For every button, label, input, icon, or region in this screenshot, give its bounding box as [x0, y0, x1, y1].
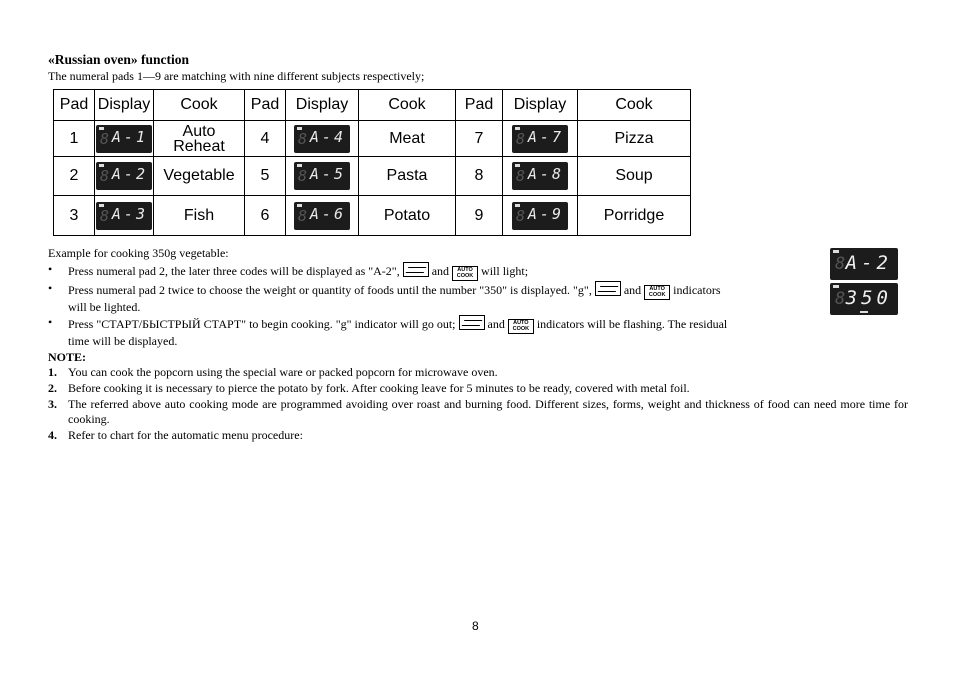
display-cell	[503, 157, 578, 196]
note-item	[48, 381, 908, 397]
note-text: Refer to chart for the automatic menu procedure:	[68, 427, 303, 442]
cook-cell: Pizza	[578, 121, 691, 157]
display-cell	[503, 196, 578, 236]
cook-cell: Pasta	[359, 157, 456, 196]
cook-cell	[154, 121, 245, 157]
table-row	[54, 196, 691, 236]
lcd-display: 8 A-5	[294, 162, 350, 190]
header-display: Display	[286, 90, 359, 121]
bullet-text: Press numeral pad 2, the later three codes will be displayed as "A-2",	[68, 263, 400, 278]
cook-cell: Vegetable	[154, 157, 245, 196]
note-number: 1.	[48, 365, 57, 380]
pad-cell: 6	[245, 196, 286, 236]
section-title: «Russian oven» function	[48, 52, 190, 67]
auto-cook-icon: AUTO COOK	[644, 285, 670, 300]
bullet-text: and	[431, 263, 450, 278]
bullet-text: and	[487, 317, 505, 332]
lcd-display: 8 A-3	[96, 202, 152, 230]
note-heading: NOTE:	[48, 349, 87, 364]
bullet-text: Press numeral pad 2 twice to choose the weight or quantity of foods until the number "350" is displayed. "g",	[68, 282, 592, 297]
example-heading: Example for cooking 350g vegetable:	[48, 246, 229, 260]
note-number: 4.	[48, 427, 57, 442]
pad-cell: 5	[245, 157, 286, 196]
bullet-text: indicators will be flashing. The residual	[536, 317, 728, 332]
bullet-text: time will be displayed.	[68, 334, 178, 349]
note-number: 3.	[48, 396, 57, 411]
note-text: Before cooking it is necessary to pierce the potato by fork. After cooking leave for 5 minutes to be ready, covered with metal foil.	[68, 380, 690, 395]
header-cook: Cook	[154, 90, 245, 121]
header-pad: Pad	[54, 90, 95, 121]
microwave-icon	[459, 315, 485, 330]
pad-cell: 9	[456, 196, 503, 236]
lcd-display: 8 A-6	[294, 202, 350, 230]
display-cell	[286, 121, 359, 157]
auto-cook-icon: AUTO COOK	[508, 319, 534, 334]
auto-cook-icon: AUTO COOK	[452, 266, 478, 281]
lcd-display: 8 A-8	[512, 162, 568, 190]
header-display: Display	[95, 90, 154, 121]
lcd-display: 8 A-7	[512, 125, 568, 153]
bullet-item	[48, 281, 908, 316]
note-number: 2.	[48, 380, 57, 395]
bullet-icon: •	[48, 261, 53, 276]
lcd-display: 8 A-1	[96, 125, 152, 153]
bullet-item	[48, 262, 908, 281]
header-display: Display	[503, 90, 578, 121]
header-cook: Cook	[578, 90, 691, 121]
header-cook: Cook	[359, 90, 456, 121]
pad-cell: 7	[456, 121, 503, 157]
bullet-text: indicators	[673, 282, 721, 297]
pad-cell: 8	[456, 157, 503, 196]
display-cell	[286, 157, 359, 196]
note-item	[48, 397, 908, 428]
microwave-icon	[403, 262, 429, 277]
pad-cell: 1	[54, 121, 95, 157]
intro-text: The numeral pads 1—9 are matching with nine different subjects respectively;	[48, 69, 425, 83]
bullet-text: and	[623, 282, 642, 297]
pad-cell: 4	[245, 121, 286, 157]
bullet-item	[48, 315, 908, 350]
note-item	[48, 365, 908, 381]
cook-cell: Meat	[359, 121, 456, 157]
lcd-display: 8 A-4	[294, 125, 350, 153]
cook-cell: Fish	[154, 196, 245, 236]
pad-table	[53, 89, 691, 236]
display-cell	[95, 121, 154, 157]
lcd-display: 8 A-2	[96, 162, 152, 190]
table-row	[54, 121, 691, 157]
cook-label-line1: Auto	[182, 122, 216, 140]
note-text: You can cook the popcorn using the special ware or packed popcorn for microwave oven.	[68, 365, 498, 380]
page-number: 8	[472, 619, 479, 633]
cook-cell: Potato	[359, 196, 456, 236]
example-display-350: 8 350	[830, 283, 898, 315]
pad-cell: 2	[54, 157, 95, 196]
display-cell	[95, 157, 154, 196]
bullet-icon: •	[48, 315, 53, 330]
pad-cell: 3	[54, 196, 95, 236]
cook-label-line2: Reheat	[173, 137, 225, 155]
lcd-display: 8 A-9	[512, 202, 568, 230]
header-pad: Pad	[456, 90, 503, 121]
example-display-a2: 8 A-2	[830, 248, 898, 280]
bullet-text: will be lighted.	[68, 299, 141, 314]
table-header-row	[54, 90, 691, 121]
microwave-icon	[595, 281, 621, 296]
instructions-body	[48, 246, 908, 443]
note-item	[48, 428, 908, 444]
note-text: The referred above auto cooking mode are programmed avoiding over roast and burning food. Different sizes, forms, weight and thickness of food can need more time for cooking.	[68, 396, 908, 427]
bullet-text: will light;	[481, 263, 529, 278]
display-cell	[95, 196, 154, 236]
header-pad: Pad	[245, 90, 286, 121]
display-cell	[286, 196, 359, 236]
cook-cell: Soup	[578, 157, 691, 196]
table-row	[54, 157, 691, 196]
bullet-icon: •	[48, 280, 53, 295]
cook-cell: Porridge	[578, 196, 691, 236]
bullet-text: Press "СТАРТ/БЫСТРЫЙ СТАРТ" to begin cooking. "g" indicator will go out;	[68, 317, 456, 332]
display-cell	[503, 121, 578, 157]
